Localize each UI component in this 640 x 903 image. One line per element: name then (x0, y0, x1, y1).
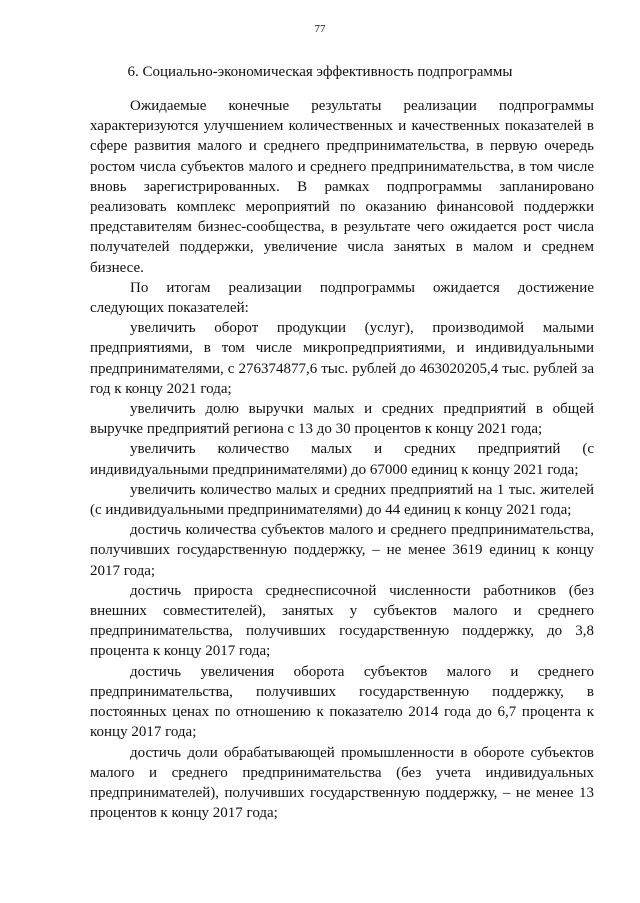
paragraph-indicator-supported-subjects: достичь количества субъектов малого и среднего предпринимательства, получивших государственную поддержку, – не менее 3619 единиц к концу 2017 года; (90, 522, 594, 579)
document-body (90, 96, 594, 823)
section-heading: 6. Социально-экономическая эффективность подпрограммы (127, 64, 513, 80)
paragraph-indicator-turnover: увеличить оборот продукции (услуг), производимой малыми предприятиями, в том числе микропредприятиями, и индивидуальными предпринимателями, с 276374877,6 тыс. рублей до 463020205,4 тыс. рублей за год к концу 2021 года; (90, 320, 594, 397)
paragraph-indicator-turnover-growth: достичь увеличения оборота субъектов малого и среднего предпринимательства, получивших государственную поддержку, в постоянных ценах по отношению к показателю 2014 года до 6,7 процента к концу 2017 года; (90, 663, 594, 741)
paragraph-indicator-revenue-share: увеличить долю выручки малых и средних предприятий в общей выручке предприятий региона с 13 до 30 процентов к концу 2021 года; (90, 401, 594, 438)
paragraph-expected-results: Ожидаемые конечные результаты реализации подпрограммы характеризуются улучшением количественных и качественных показателей в сфере развития малого и среднего предпринимательства, в первую очередь ростом числа субъектов малого и среднего предпринимательства, в том числе вновь зарегистрированных. В рамках подпрограммы запланировано реализовать комплекс мероприятий по оказанию финансовой поддержки представителям бизнес-сообщества, в результате чего ожидается рост числа получателей поддержки, увеличение числа занятых в малом и среднем бизнесе. (90, 98, 594, 276)
paragraph-indicators-intro: По итогам реализации подпрограммы ожидается достижение следующих показателей: (90, 279, 594, 317)
paragraph-indicator-enterprises-per-capita: увеличить количество малых и средних предприятий на 1 тыс. жителей (с индивидуальными предпринимателями) до 44 единиц к концу 2021 года; (90, 481, 594, 519)
paragraph-indicator-manufacturing-share: достичь доли обрабатывающей промышленности в обороте субъектов малого и среднего предпринимательства (без учета индивидуальных предпринимателей), получивших государственную поддержку, – не менее 13 процентов к концу 2017 года; (90, 744, 594, 822)
paragraph-indicator-enterprise-count: увеличить количество малых и средних предприятий (с индивидуальными предпринимателями) до 67000 единиц к концу 2021 года; (90, 441, 594, 478)
page-number: 77 (314, 23, 326, 35)
paragraph-indicator-employment-growth: достичь прироста среднесписочной численности работников (без внешних совместителей), занятых у субъектов малого и среднего предпринимательства, получивших государственную поддержку, до 3,8 процента к концу 2017 года; (90, 582, 594, 660)
